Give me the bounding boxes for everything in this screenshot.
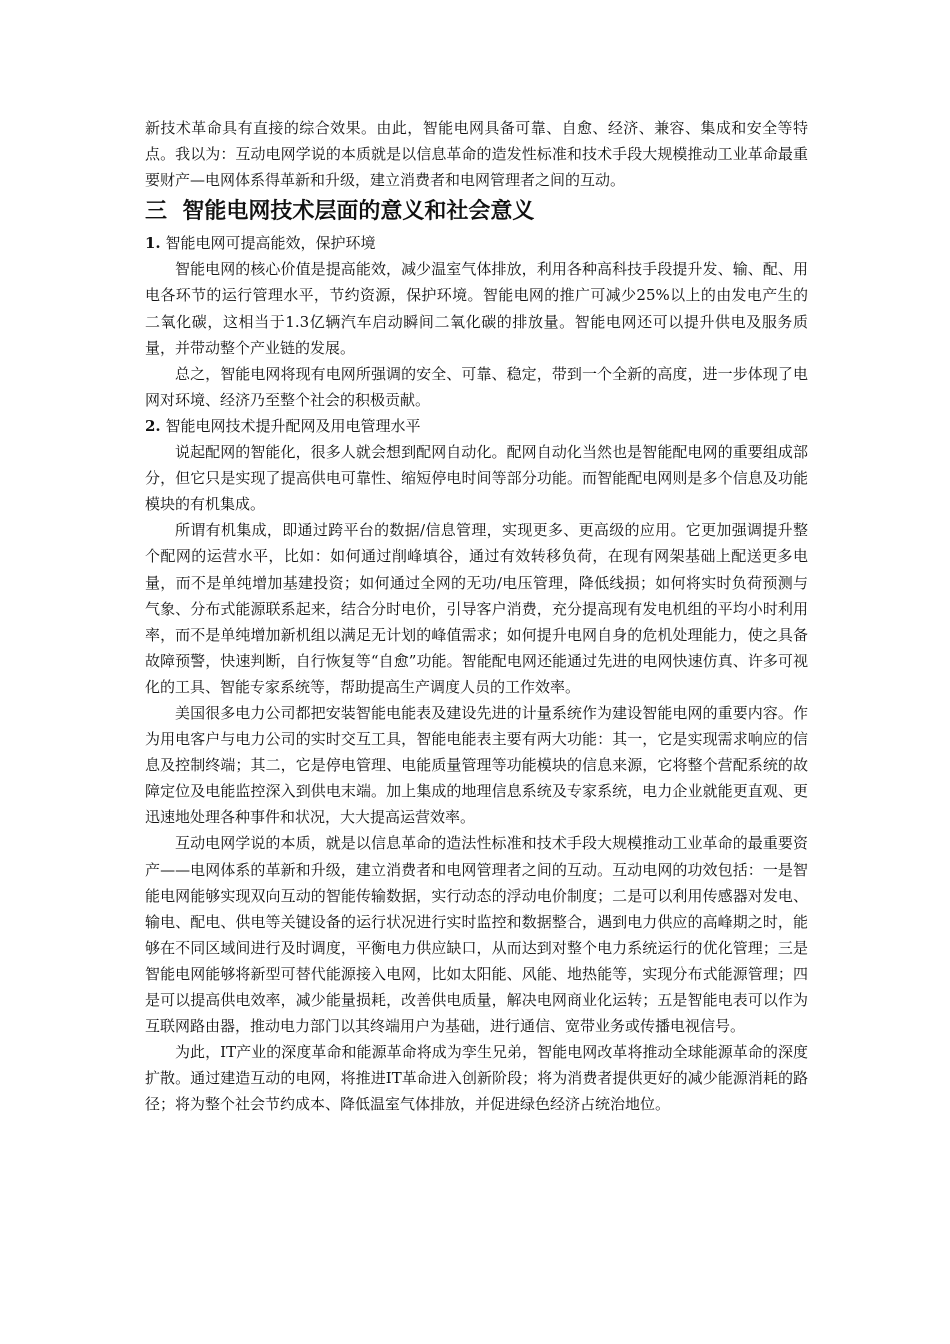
paragraph: 所谓有机集成，即通过跨平台的数据/信息管理，实现更多、更高级的应用。它更加强调提升整个配网的运营水平，比如：如何通过削峰填谷，通过有效转移负荷，在现有网架基础上配送更多电量，而不是单纯增加基建投资；如何通过全网的无功/电压管理，降低线损；如何将实时负荷预测与气象、分布式能源联系起来，结合分时电价，引导客户消费，充分提高现有发电机组的平均小时利用率，而不是单纯增加新机组以满足无计划的峰值需求；如何提升电网自身的危机处理能力，使之具备故障预警，快速判断，自行恢复等“自愈”功能。智能配电网还能通过先进的电网快速仿真、许多可视化的工具、智能专家系统等，帮助提高生产调度人员的工作效率。: [145, 521, 808, 696]
paragraph: 互动电网学说的本质，就是以信息革命的造法性标准和技术手段大规模推动工业革命的最重要资产——电网体系的革新和升级，建立消费者和电网管理者之间的互动。互动电网的功效包括：一是智能电网能够实现双向互动的智能传输数据，实行动态的浮动电价制度；二是可以利用传感器对发电、输电、配电、供电等关键设备的运行状况进行实时监控和数据整合，遇到电力供应的高峰期之时，能够在不同区域间进行及时调度，平衡电力供应缺口，从而达到对整个电力系统运行的优化管理；三是智能电网能够将新型可替代能源接入电网，比如太阳能、风能、地热能等，实现分布式能源管理；四是可以提高供电效率，减少能量损耗，改善供电质量，解决电网商业化运转；五是智能电表可以作为互联网路由器，推动电力部门以其终端用户为基础，进行通信、宽带业务或传播电视信号。: [145, 834, 808, 1036]
paragraph-intro: 新技术革命具有直接的综合效果。由此，智能电网具备可靠、自愈、经济、兼容、集成和安全等特点。我以为：互动电网学说的本质就是以信息革命的造发性标准和技术手段大规模推动工业革命最重要财产—电网体系得革新和升级，建立消费者和电网管理者之间的互动。: [145, 119, 808, 190]
subheading-number: 2.: [145, 416, 161, 435]
paragraph: 美国很多电力公司都把安装智能电能表及建设先进的计量系统作为建设智能电网的重要内容。作为用电客户与电力公司的实时交互工具，智能电能表主要有两大功能：其一，它是实现需求响应的信息及控制终端；其二，它是停电管理、电能质量管理等功能模块的信息来源，它将整个营配系统的故障定位及电能监控深入到供电末端。加上集成的地理信息系统及专家系统，电力企业就能更直观、更迅速地处理各种事件和状况，大大提高运营效率。: [145, 703, 808, 827]
subheading-2: [145, 413, 808, 439]
paragraph: 说起配网的智能化，很多人就会想到配网自动化。配网自动化当然也是智能配电网的重要组成部分，但它只是实现了提高供电可靠性、缩短停电时间等部分功能。而智能配电网则是多个信息及功能模块的有机集成。: [145, 443, 808, 514]
section-heading: [145, 193, 808, 230]
subheading-title: 智能电网技术提升配网及用电管理水平: [165, 416, 421, 435]
paragraph: 总之，智能电网将现有电网所强调的安全、可靠、稳定，带到一个全新的高度，进一步体现了电网对环境、经济乃至整个社会的积极贡献。: [145, 364, 808, 409]
paragraph: 为此，IT产业的深度革命和能源革命将成为孪生兄弟，智能电网改革将推动全球能源革命的深度扩散。通过建造互动的电网，将推进IT革命进入创新阶段；将为消费者提供更好的减少能源消耗的路径；将为整个社会节约成本、降低温室气体排放，并促进绿色经济占统治地位。: [145, 1043, 808, 1114]
paragraph: 智能电网的核心价值是提高能效，减少温室气体排放，利用各种高科技手段提升发、输、配、用电各环节的运行管理水平，节约资源，保护环境。智能电网的推广可减少25%以上的由发电产生的二氧化碳，这相当于1.3亿辆汽车启动瞬间二氧化碳的排放量。智能电网还可以提升供电及服务质量，并带动整个产业链的发展。: [145, 260, 808, 357]
subheading-number: 1.: [145, 234, 161, 253]
subheading-1: [145, 230, 808, 256]
section-number: 三: [145, 199, 168, 225]
document-body: [145, 115, 808, 1117]
subheading-title: 智能电网可提高能效，保护环境: [165, 234, 376, 253]
section-title-text: 智能电网技术层面的意义和社会意义: [182, 199, 535, 225]
